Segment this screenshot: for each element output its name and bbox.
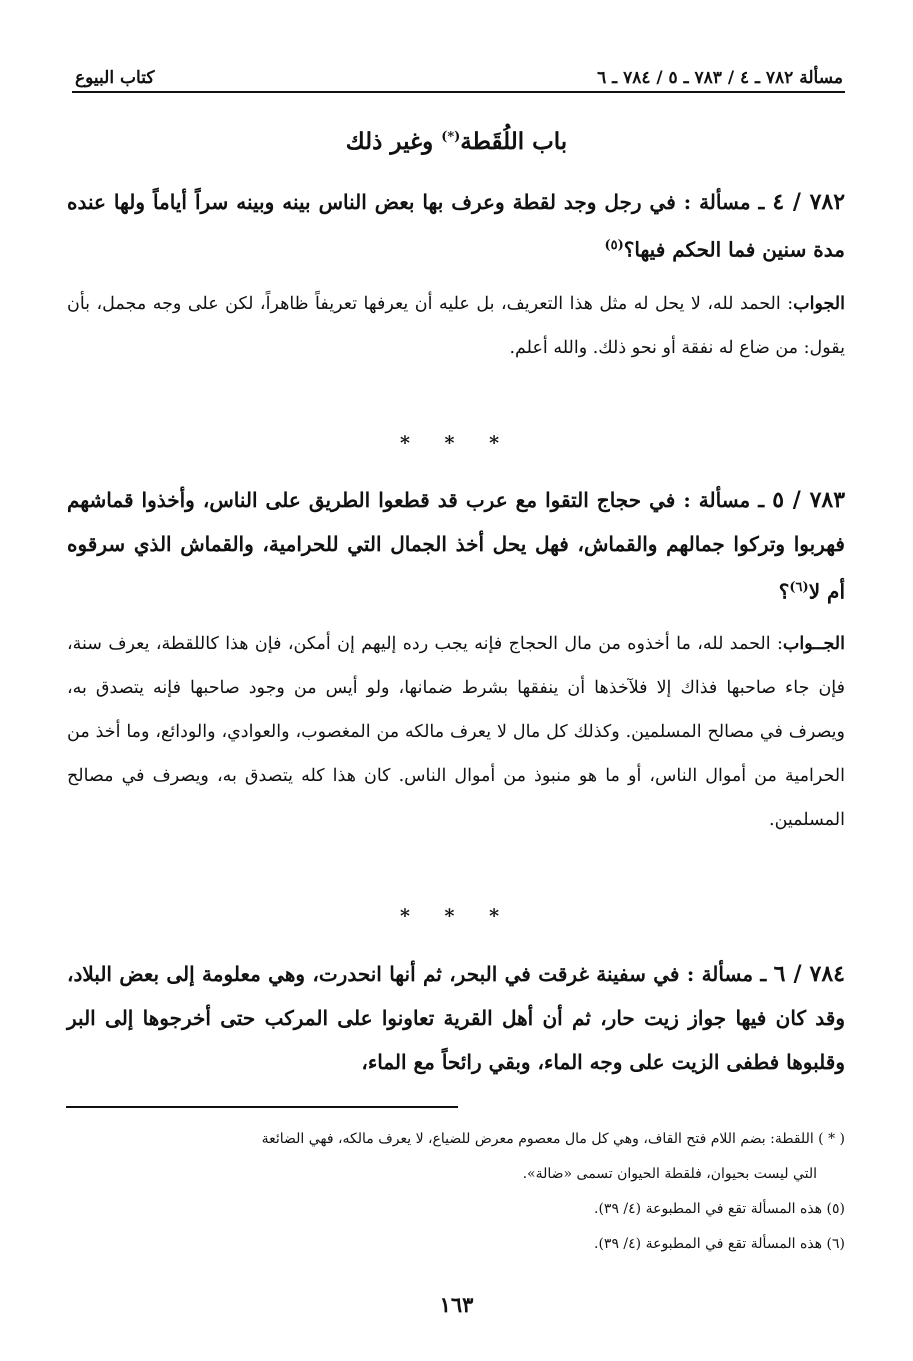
issue-question bbox=[67, 952, 845, 1084]
issue-question bbox=[67, 478, 845, 614]
section-separator: * * * bbox=[399, 432, 514, 454]
issue-marker: ـ مسألة : bbox=[679, 962, 774, 986]
page-number: ١٦٣ bbox=[439, 1292, 474, 1317]
footnote-ref: (٦) bbox=[789, 580, 809, 595]
issue-question bbox=[67, 180, 845, 272]
footnote-text: هذه المسألة تقع في المطبوعة (٤/ ٣٩). bbox=[594, 1201, 827, 1217]
footnote bbox=[65, 1231, 845, 1258]
issue-marker: ـ مسألة : bbox=[675, 190, 773, 214]
header-book-title: كتاب البيوع bbox=[75, 68, 155, 88]
chapter-title-tail: وغير ذلك bbox=[345, 128, 442, 155]
footnote-ref: (٥) bbox=[604, 238, 624, 253]
footnote-mark: (٥) bbox=[826, 1201, 845, 1217]
running-header bbox=[75, 58, 843, 88]
issue-answer bbox=[67, 622, 845, 842]
chapter-title-main: باب اللُقَطة bbox=[460, 128, 568, 155]
issue-question-text: في رجل وجد لقطة وعرف بها بعض الناس بينه وبينه سراً أياماً ولها عنده مدة سنين فما الحكم فيها؟ bbox=[67, 190, 845, 262]
chapter-title bbox=[0, 128, 913, 155]
chapter-footnote-ref: (*) bbox=[441, 129, 461, 145]
answer-text: : الحمد لله، ما أخذوه من مال الحجاج فإنه يجب رده إليهم إن أمكن، فإن هذا كاللقطة، يعرف سنة، فإن جاء صاحبها فذاك إلا فلآخذها أن ينفقها بشرط ضمانها، ولو أيس من وجود صاحبها فإنه يتصدق به، ويصرف في مصالح المسلمين. وكذلك كل مال لا يعرف مالكه من المغصوب، والعوادي، والودائع، وما أخذ من الحرامية من أموال الناس، أو ما هو منبوذ من أموال الناس. كان هذا كله يتصدق به، ويصرف في مصالح المسلمين. bbox=[67, 634, 845, 830]
issue-question-text: في سفينة غرقت في البحر، ثم أنها انحدرت، وهي معلومة إلى بعض البلاد، وقد كان فيها جواز زيت حار، ثم أن أهل القرية تعاونوا على المركب حتى أخرجوها إلى البر وقلبوها فطفى الزيت على وجه الماء، وبقي رائحاً مع الماء، bbox=[67, 962, 845, 1074]
issue-number: ٧٨٢ / ٤ bbox=[772, 189, 846, 215]
answer-lead: الجواب bbox=[793, 294, 845, 314]
footnote-text: هذه المسألة تقع في المطبوعة (٤/ ٣٩). bbox=[594, 1236, 827, 1252]
section-separator: * * * bbox=[399, 905, 514, 927]
footnote bbox=[65, 1196, 845, 1223]
answer-text: : الحمد لله، لا يحل له مثل هذا التعريف، بل عليه أن يعرفها تعريفاً ظاهراً، لكن على وجه مجمل، بأن يقول: من ضاع له نفقة أو نحو ذلك. والله أعلم. bbox=[67, 294, 845, 358]
header-issue-range: مسألة ٧٨٢ ـ ٤ / ٧٨٣ ـ ٥ / ٧٨٤ ـ ٦ bbox=[597, 68, 843, 88]
footnote-divider bbox=[66, 1106, 458, 1108]
issue-question-text: في حجاج التقوا مع عرب قد قطعوا الطريق على الناس، وأخذوا قماشهم فهربوا وتركوا جمالهم والقماش، فهل يحل أخذ الجمال التي للحرامية، والقماش الذي سرقوه أم لا bbox=[67, 488, 845, 604]
issue-number: ٧٨٤ / ٦ bbox=[773, 961, 845, 987]
footnote-continuation: التي ليست بحيوان، فلقطة الحيوان تسمى «ضالة». bbox=[522, 1166, 817, 1182]
issue-number: ٧٨٣ / ٥ bbox=[772, 487, 846, 513]
footnote-mark: ( * ) bbox=[818, 1131, 845, 1147]
footnote bbox=[65, 1126, 845, 1153]
issue-question-end: ؟ bbox=[778, 579, 790, 604]
issue-answer bbox=[67, 282, 845, 370]
header-divider bbox=[72, 91, 845, 93]
footnote-mark: (٦) bbox=[826, 1236, 845, 1252]
answer-lead: الجــواب bbox=[782, 634, 845, 654]
footnote-text: اللقطة: بضم اللام فتح القاف، وهي كل مال معصوم معرض للضياع، لا يعرف مالكه، فهي الضائعة bbox=[261, 1131, 819, 1147]
footnotes bbox=[65, 1126, 845, 1266]
issue-marker: ـ مسألة : bbox=[675, 488, 773, 512]
